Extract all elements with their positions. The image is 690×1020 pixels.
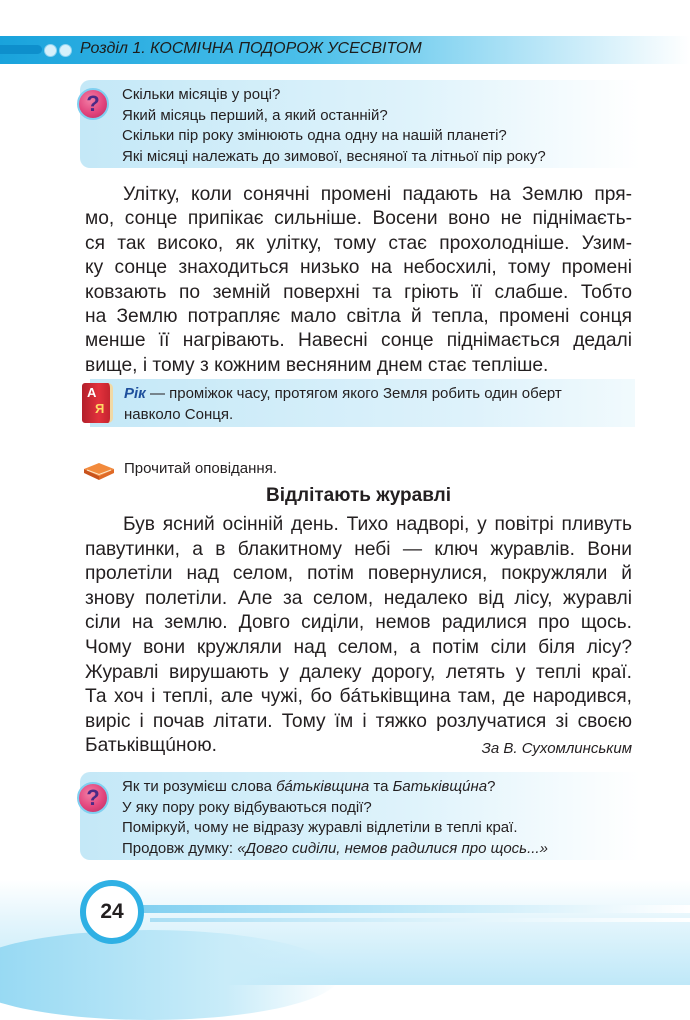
questions-block-bottom <box>80 772 640 860</box>
dictionary-book-icon <box>82 383 113 423</box>
question-line: Скільки місяців у році? <box>122 86 281 103</box>
definition-text: — проміжок часу, протягом якого Земля робить один оберт <box>145 385 562 402</box>
footer-stripe <box>150 918 690 922</box>
question-quote: «Довго сиділи, немов радилися про щось...» <box>237 839 548 857</box>
icon-letter: Я <box>95 401 105 416</box>
story-text <box>85 513 632 759</box>
definition-text: навколо Сонця. <box>124 406 234 423</box>
question-text: та <box>369 778 393 795</box>
instruction-text: Прочитай оповідання. <box>124 460 277 477</box>
question-text: Як ти розумієш слова <box>122 778 277 795</box>
text-line: менше її нагрівають. Навесні сонце піднімається дедалі <box>85 330 632 352</box>
question-line: Скільки пір року змінюють одна одну на нашій планеті? <box>122 127 507 144</box>
text-line: мо, сонце припікає сильніше. Восени воно не піднімаєть- <box>85 208 632 230</box>
question-line: Який місяць перший, а який останній? <box>122 106 388 124</box>
question-text: ? <box>487 778 496 795</box>
text-line: ку сонце знаходиться низько на небосхилі, тому промені <box>85 257 632 279</box>
text-line: пролетіли над селом, потім повернулися, покружляли й <box>85 563 632 585</box>
header-dot-icon <box>44 44 57 57</box>
footer-stripe <box>130 905 690 913</box>
header-bar-decoration <box>0 45 42 54</box>
text-line: знову полетіли. Але за селом, недалеко від лісу, журавлі <box>85 587 632 609</box>
text-line: ся так високо, як улітку, тому стає прохолодніше. Узим- <box>85 232 632 254</box>
open-book-icon <box>82 459 116 481</box>
question-word: Батьківщúна <box>392 778 488 795</box>
footer-decoration <box>0 930 340 1020</box>
text-line: Журавлі вирушають у далеку дорогу, летять у теплі краї. <box>85 661 632 683</box>
question-mark-icon: ? <box>77 782 109 814</box>
page-number: 24 <box>80 880 144 944</box>
definition-block <box>87 379 635 427</box>
icon-letter: А <box>87 385 97 400</box>
section-title: Розділ 1. КОСМІЧНА ПОДОРОЖ УСЕСВІТОМ <box>80 40 422 57</box>
text-line: павутинки, а в блакитному небі — ключ журавлів. Вони <box>85 538 632 560</box>
section-header <box>0 36 690 64</box>
text-line: на Землю потрапляє мало світла й тепла, промені сонця <box>85 306 632 328</box>
question-line: Поміркуй, чому не відразу журавлі відлетіли в теплі краї. <box>122 819 518 836</box>
text-line: Та хоч і теплі, але чужі, бо бáтьківщина там, де народився, <box>85 686 632 708</box>
questions-block-top <box>80 80 640 168</box>
question-line <box>122 777 548 798</box>
text-line: Батьківщúною. <box>85 735 217 757</box>
text-line: Чому вони кружляли над селом, а потім сіли біля лісу? <box>85 636 632 658</box>
text-line: виріс і почав літати. Тому їм і тяжко розлучатися зі своєю <box>85 710 632 732</box>
definition-term: Рік <box>124 385 146 402</box>
question-line: У яку пору року відбуваються події? <box>122 798 372 816</box>
question-word: бáтьківщина <box>276 778 370 795</box>
text-line: Улітку, коли сонячні промені падають на Землю пря- <box>123 184 632 205</box>
question-mark-icon: ? <box>77 88 109 120</box>
text-line: Був ясний осінній день. Тихо надворі, у повітрі пливуть <box>123 514 632 535</box>
paragraph-seasons <box>85 183 632 378</box>
header-dot-icon <box>59 44 72 57</box>
question-line: Які місяці належать до зимової, весняної та літньої пір року? <box>122 147 546 165</box>
text-line: ковзають по земній поверхні та гріють її слабше. Тобто <box>85 281 632 303</box>
question-line <box>122 839 548 860</box>
story-title: Відлітають журавлі <box>265 485 452 506</box>
text-line: сіли на землю. Довго сиділи, немов радилися про щось. <box>85 612 632 634</box>
text-line: вище, і тому з кожним весняним днем стає тепліше. <box>85 354 549 376</box>
question-text: Продовж думку: <box>122 839 238 857</box>
story-author: За В. Сухомлинським <box>481 740 632 757</box>
